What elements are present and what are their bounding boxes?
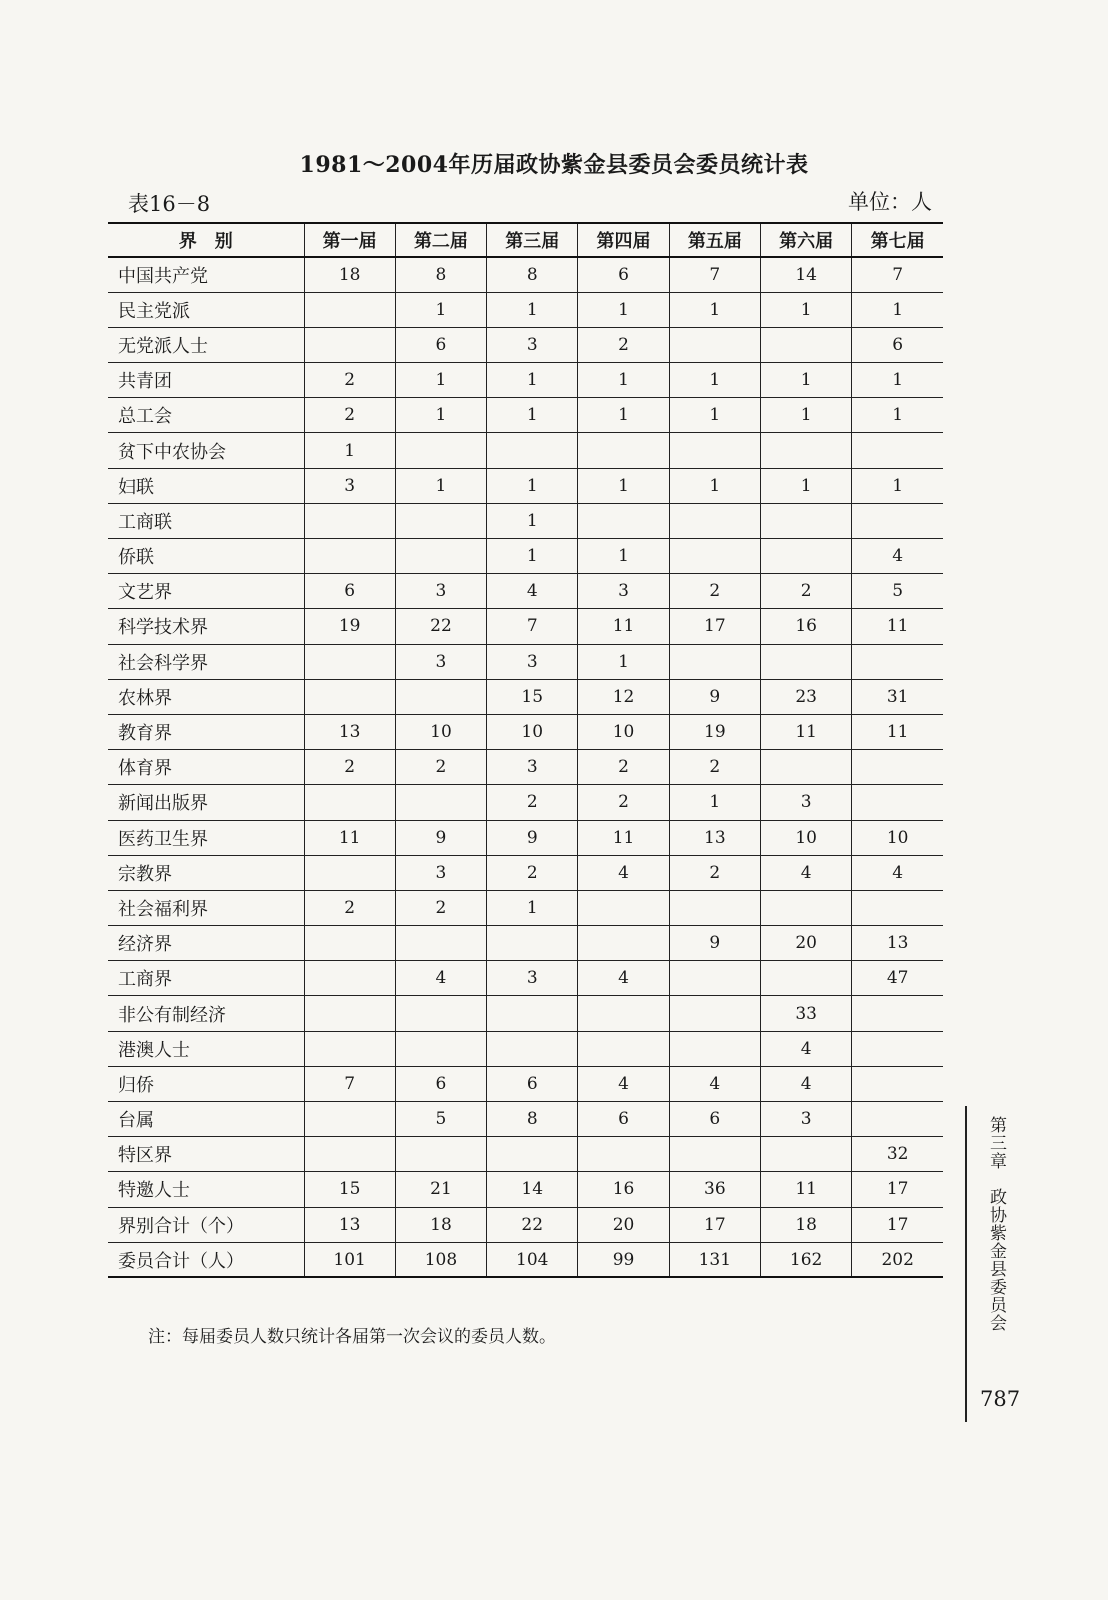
table-cell: 18 [304,257,395,292]
table-cell: 1 [395,468,486,503]
table-cell [852,433,943,468]
table-cell: 3 [487,327,578,362]
row-category: 宗教界 [108,855,304,890]
table-row [108,433,943,468]
table-cell: 17 [669,609,760,644]
table-cell: 3 [395,574,486,609]
table-cell: 18 [760,1207,851,1242]
table-row [108,1172,943,1207]
table-cell: 20 [760,926,851,961]
table-cell [578,890,669,925]
table-cell: 1 [852,292,943,327]
table-cell: 11 [760,1172,851,1207]
table-cell: 10 [578,714,669,749]
table-row [108,363,943,398]
table-row [108,996,943,1031]
table-cell: 47 [852,961,943,996]
table-row [108,1137,943,1172]
column-header: 第五届 [669,223,760,257]
column-header: 第二届 [395,223,486,257]
table-cell [578,1031,669,1066]
table-cell: 2 [760,574,851,609]
table-cell [395,433,486,468]
column-header: 第一届 [304,223,395,257]
table-row [108,574,943,609]
table-row [108,503,943,538]
table-row [108,1031,943,1066]
table-cell: 1 [578,363,669,398]
table-cell: 99 [578,1242,669,1277]
table-cell: 33 [760,996,851,1031]
table-cell [852,996,943,1031]
table-cell: 9 [395,820,486,855]
table-cell: 2 [578,327,669,362]
table-cell [487,433,578,468]
table-cell [395,679,486,714]
table-cell: 1 [487,503,578,538]
table-cell: 101 [304,1242,395,1277]
table-row [108,398,943,433]
table-cell: 32 [852,1137,943,1172]
row-category: 共青团 [108,363,304,398]
table-row [108,679,943,714]
table-cell [304,679,395,714]
table-cell: 1 [669,292,760,327]
table-cell: 6 [304,574,395,609]
table-cell [395,1137,486,1172]
table-cell: 5 [395,1102,486,1137]
table-cell: 4 [487,574,578,609]
table-cell: 4 [852,855,943,890]
table-cell: 1 [578,468,669,503]
table-cell: 1 [852,398,943,433]
table-cell [304,785,395,820]
table-cell [304,644,395,679]
table-cell: 2 [304,363,395,398]
table-row [108,292,943,327]
table-cell [760,644,851,679]
table-cell: 19 [304,609,395,644]
table-body [108,257,943,1277]
table-cell: 23 [760,679,851,714]
table-cell: 6 [669,1102,760,1137]
table-cell: 10 [760,820,851,855]
table-cell: 1 [395,363,486,398]
table-cell [395,1031,486,1066]
table-cell [487,1031,578,1066]
table-cell: 1 [578,644,669,679]
table-cell [852,750,943,785]
table-cell: 16 [578,1172,669,1207]
row-category: 社会福利界 [108,890,304,925]
table-row [108,785,943,820]
table-cell [760,750,851,785]
statistics-table [108,222,943,1278]
table-cell: 13 [669,820,760,855]
table-cell: 1 [760,363,851,398]
table-cell [487,996,578,1031]
table-cell: 162 [760,1242,851,1277]
table-cell: 1 [487,539,578,574]
table-cell [578,503,669,538]
table-cell: 2 [395,890,486,925]
table-cell: 7 [852,257,943,292]
row-category: 新闻出版界 [108,785,304,820]
table-cell: 2 [578,750,669,785]
table-cell [578,1137,669,1172]
table-cell [852,1031,943,1066]
table-cell: 8 [487,257,578,292]
row-category: 非公有制经济 [108,996,304,1031]
row-category: 教育界 [108,714,304,749]
table-cell: 1 [669,363,760,398]
table-cell: 1 [578,292,669,327]
table-row [108,750,943,785]
table-cell [395,926,486,961]
table-cell: 131 [669,1242,760,1277]
table-cell [304,1031,395,1066]
table-cell [669,327,760,362]
table-cell: 9 [669,926,760,961]
page-number: 787 [980,1387,1021,1411]
row-category: 社会科学界 [108,644,304,679]
row-category: 总工会 [108,398,304,433]
row-category: 贫下中农协会 [108,433,304,468]
table-cell: 2 [304,890,395,925]
row-category: 归侨 [108,1066,304,1101]
table-cell: 15 [304,1172,395,1207]
table-cell: 11 [578,820,669,855]
table-row [108,926,943,961]
table-cell: 108 [395,1242,486,1277]
table-cell: 10 [487,714,578,749]
table-cell: 1 [669,398,760,433]
table-cell: 22 [487,1207,578,1242]
table-cell: 2 [487,855,578,890]
table-cell: 104 [487,1242,578,1277]
table-cell: 4 [760,1066,851,1101]
table-cell: 4 [669,1066,760,1101]
table-cell [852,1102,943,1137]
table-cell: 3 [395,644,486,679]
table-cell [760,433,851,468]
table-cell [669,433,760,468]
page-title: 1981～2004年历届政协紫金县委员会委员统计表 [299,152,809,178]
table-cell: 11 [852,609,943,644]
table-cell: 6 [578,1102,669,1137]
table-cell: 6 [395,327,486,362]
table-cell: 14 [760,257,851,292]
table-cell: 3 [304,468,395,503]
table-cell: 3 [760,1102,851,1137]
table-cell: 19 [669,714,760,749]
table-cell: 1 [395,292,486,327]
table-cell: 4 [578,961,669,996]
table-cell: 1 [760,398,851,433]
side-divider [965,1106,967,1422]
table-cell: 1 [395,398,486,433]
table-cell: 17 [669,1207,760,1242]
table-cell: 14 [487,1172,578,1207]
table-cell: 3 [578,574,669,609]
header-row [108,223,943,257]
table-cell: 13 [852,926,943,961]
table-cell: 10 [852,820,943,855]
table-cell: 1 [578,398,669,433]
table-cell: 3 [487,750,578,785]
table-cell [395,539,486,574]
table-cell [760,961,851,996]
table-cell: 4 [578,855,669,890]
row-category: 民主党派 [108,292,304,327]
table-row [108,257,943,292]
table-row [108,1102,943,1137]
table-cell: 9 [669,679,760,714]
row-category: 妇联 [108,468,304,503]
row-category: 工商界 [108,961,304,996]
row-category: 无党派人士 [108,327,304,362]
table-cell [304,1102,395,1137]
table-cell: 10 [395,714,486,749]
table-cell: 17 [852,1207,943,1242]
table-cell [304,292,395,327]
table-cell [669,961,760,996]
table-row [108,1207,943,1242]
unit-label: 单位：人 [848,190,932,214]
table-cell: 1 [304,433,395,468]
table-cell [852,503,943,538]
table-cell [304,1137,395,1172]
table-cell: 1 [760,468,851,503]
table-cell: 5 [852,574,943,609]
column-header: 第七届 [852,223,943,257]
table-cell [852,644,943,679]
row-category: 台属 [108,1102,304,1137]
table-cell: 1 [487,292,578,327]
table-cell [669,890,760,925]
table-cell [304,503,395,538]
table-note: 注：每届委员人数只统计各届第一次会议的委员人数。 [148,1327,556,1347]
table-cell [578,996,669,1031]
table-cell: 8 [487,1102,578,1137]
table-cell: 3 [487,961,578,996]
table-cell: 1 [487,398,578,433]
row-category: 经济界 [108,926,304,961]
chapter-label: 第三章 政协紫金县委员会 [986,1116,1006,1332]
row-category: 农林界 [108,679,304,714]
column-header: 界 别 [108,223,304,257]
table-cell [487,1137,578,1172]
table-row [108,609,943,644]
row-category: 医药卫生界 [108,820,304,855]
row-category: 侨联 [108,539,304,574]
table-cell: 11 [304,820,395,855]
table-row [108,1066,943,1101]
table-cell: 4 [760,855,851,890]
row-category: 工商联 [108,503,304,538]
table-cell: 1 [852,363,943,398]
table-row [108,468,943,503]
table-cell [304,926,395,961]
table-cell [760,327,851,362]
table-cell [852,890,943,925]
table-row [108,714,943,749]
table-cell: 3 [760,785,851,820]
table-cell [578,433,669,468]
table-cell: 202 [852,1242,943,1277]
table-cell [760,539,851,574]
table-cell [304,327,395,362]
row-category: 中国共产党 [108,257,304,292]
table-row [108,855,943,890]
table-cell: 2 [669,574,760,609]
table-cell: 13 [304,714,395,749]
table-cell [578,926,669,961]
table-cell [669,644,760,679]
row-category: 委员合计（人） [108,1242,304,1277]
column-header: 第三届 [487,223,578,257]
table-cell: 6 [487,1066,578,1101]
table-cell: 8 [395,257,486,292]
table-cell: 20 [578,1207,669,1242]
table-cell: 16 [760,609,851,644]
table-cell: 12 [578,679,669,714]
table-cell: 13 [304,1207,395,1242]
table-cell [669,539,760,574]
table-row [108,890,943,925]
table-cell: 1 [760,292,851,327]
table-cell: 2 [669,750,760,785]
table-cell: 4 [578,1066,669,1101]
table-cell: 6 [395,1066,486,1101]
row-category: 界别合计（个） [108,1207,304,1242]
table-cell [760,890,851,925]
table-cell: 1 [669,468,760,503]
table-cell [304,996,395,1031]
table-cell: 36 [669,1172,760,1207]
table-cell: 1 [669,785,760,820]
table-cell: 1 [487,363,578,398]
row-category: 港澳人士 [108,1031,304,1066]
table-cell: 1 [852,468,943,503]
table-cell: 3 [395,855,486,890]
table-cell: 4 [760,1031,851,1066]
column-header: 第六届 [760,223,851,257]
table-cell: 9 [487,820,578,855]
table-cell: 17 [852,1172,943,1207]
table-cell [395,785,486,820]
table-cell: 15 [487,679,578,714]
table-row [108,644,943,679]
table-cell [669,503,760,538]
table-cell: 1 [487,468,578,503]
table-cell [395,996,486,1031]
table-cell: 21 [395,1172,486,1207]
table-cell [304,961,395,996]
table-cell [669,996,760,1031]
table-cell: 18 [395,1207,486,1242]
table-cell: 2 [395,750,486,785]
table-cell: 6 [852,327,943,362]
table-cell: 2 [578,785,669,820]
table-cell [487,926,578,961]
row-category: 科学技术界 [108,609,304,644]
table-cell: 3 [487,644,578,679]
column-header: 第四届 [578,223,669,257]
table-cell: 4 [395,961,486,996]
table-cell: 11 [578,609,669,644]
table-cell [760,503,851,538]
table-cell: 4 [852,539,943,574]
table-cell: 2 [304,398,395,433]
table-cell [304,855,395,890]
table-cell: 1 [578,539,669,574]
table-row [108,1242,943,1277]
row-category: 文艺界 [108,574,304,609]
table-cell [669,1137,760,1172]
table-cell: 2 [669,855,760,890]
table-cell: 6 [578,257,669,292]
table-cell: 31 [852,679,943,714]
table-cell [852,785,943,820]
table-cell: 7 [487,609,578,644]
row-category: 特邀人士 [108,1172,304,1207]
table-cell: 11 [852,714,943,749]
row-category: 体育界 [108,750,304,785]
table-cell [304,539,395,574]
table-cell: 7 [304,1066,395,1101]
table-row [108,539,943,574]
table-cell: 2 [487,785,578,820]
table-cell [669,1031,760,1066]
table-cell: 22 [395,609,486,644]
table-cell [760,1137,851,1172]
table-number: 表16－8 [128,192,211,216]
table-cell: 2 [304,750,395,785]
table-cell: 7 [669,257,760,292]
table-row [108,961,943,996]
table-cell [852,1066,943,1101]
table-cell: 1 [487,890,578,925]
table-cell [395,503,486,538]
table-cell: 11 [760,714,851,749]
row-category: 特区界 [108,1137,304,1172]
table-row [108,327,943,362]
table-row [108,820,943,855]
